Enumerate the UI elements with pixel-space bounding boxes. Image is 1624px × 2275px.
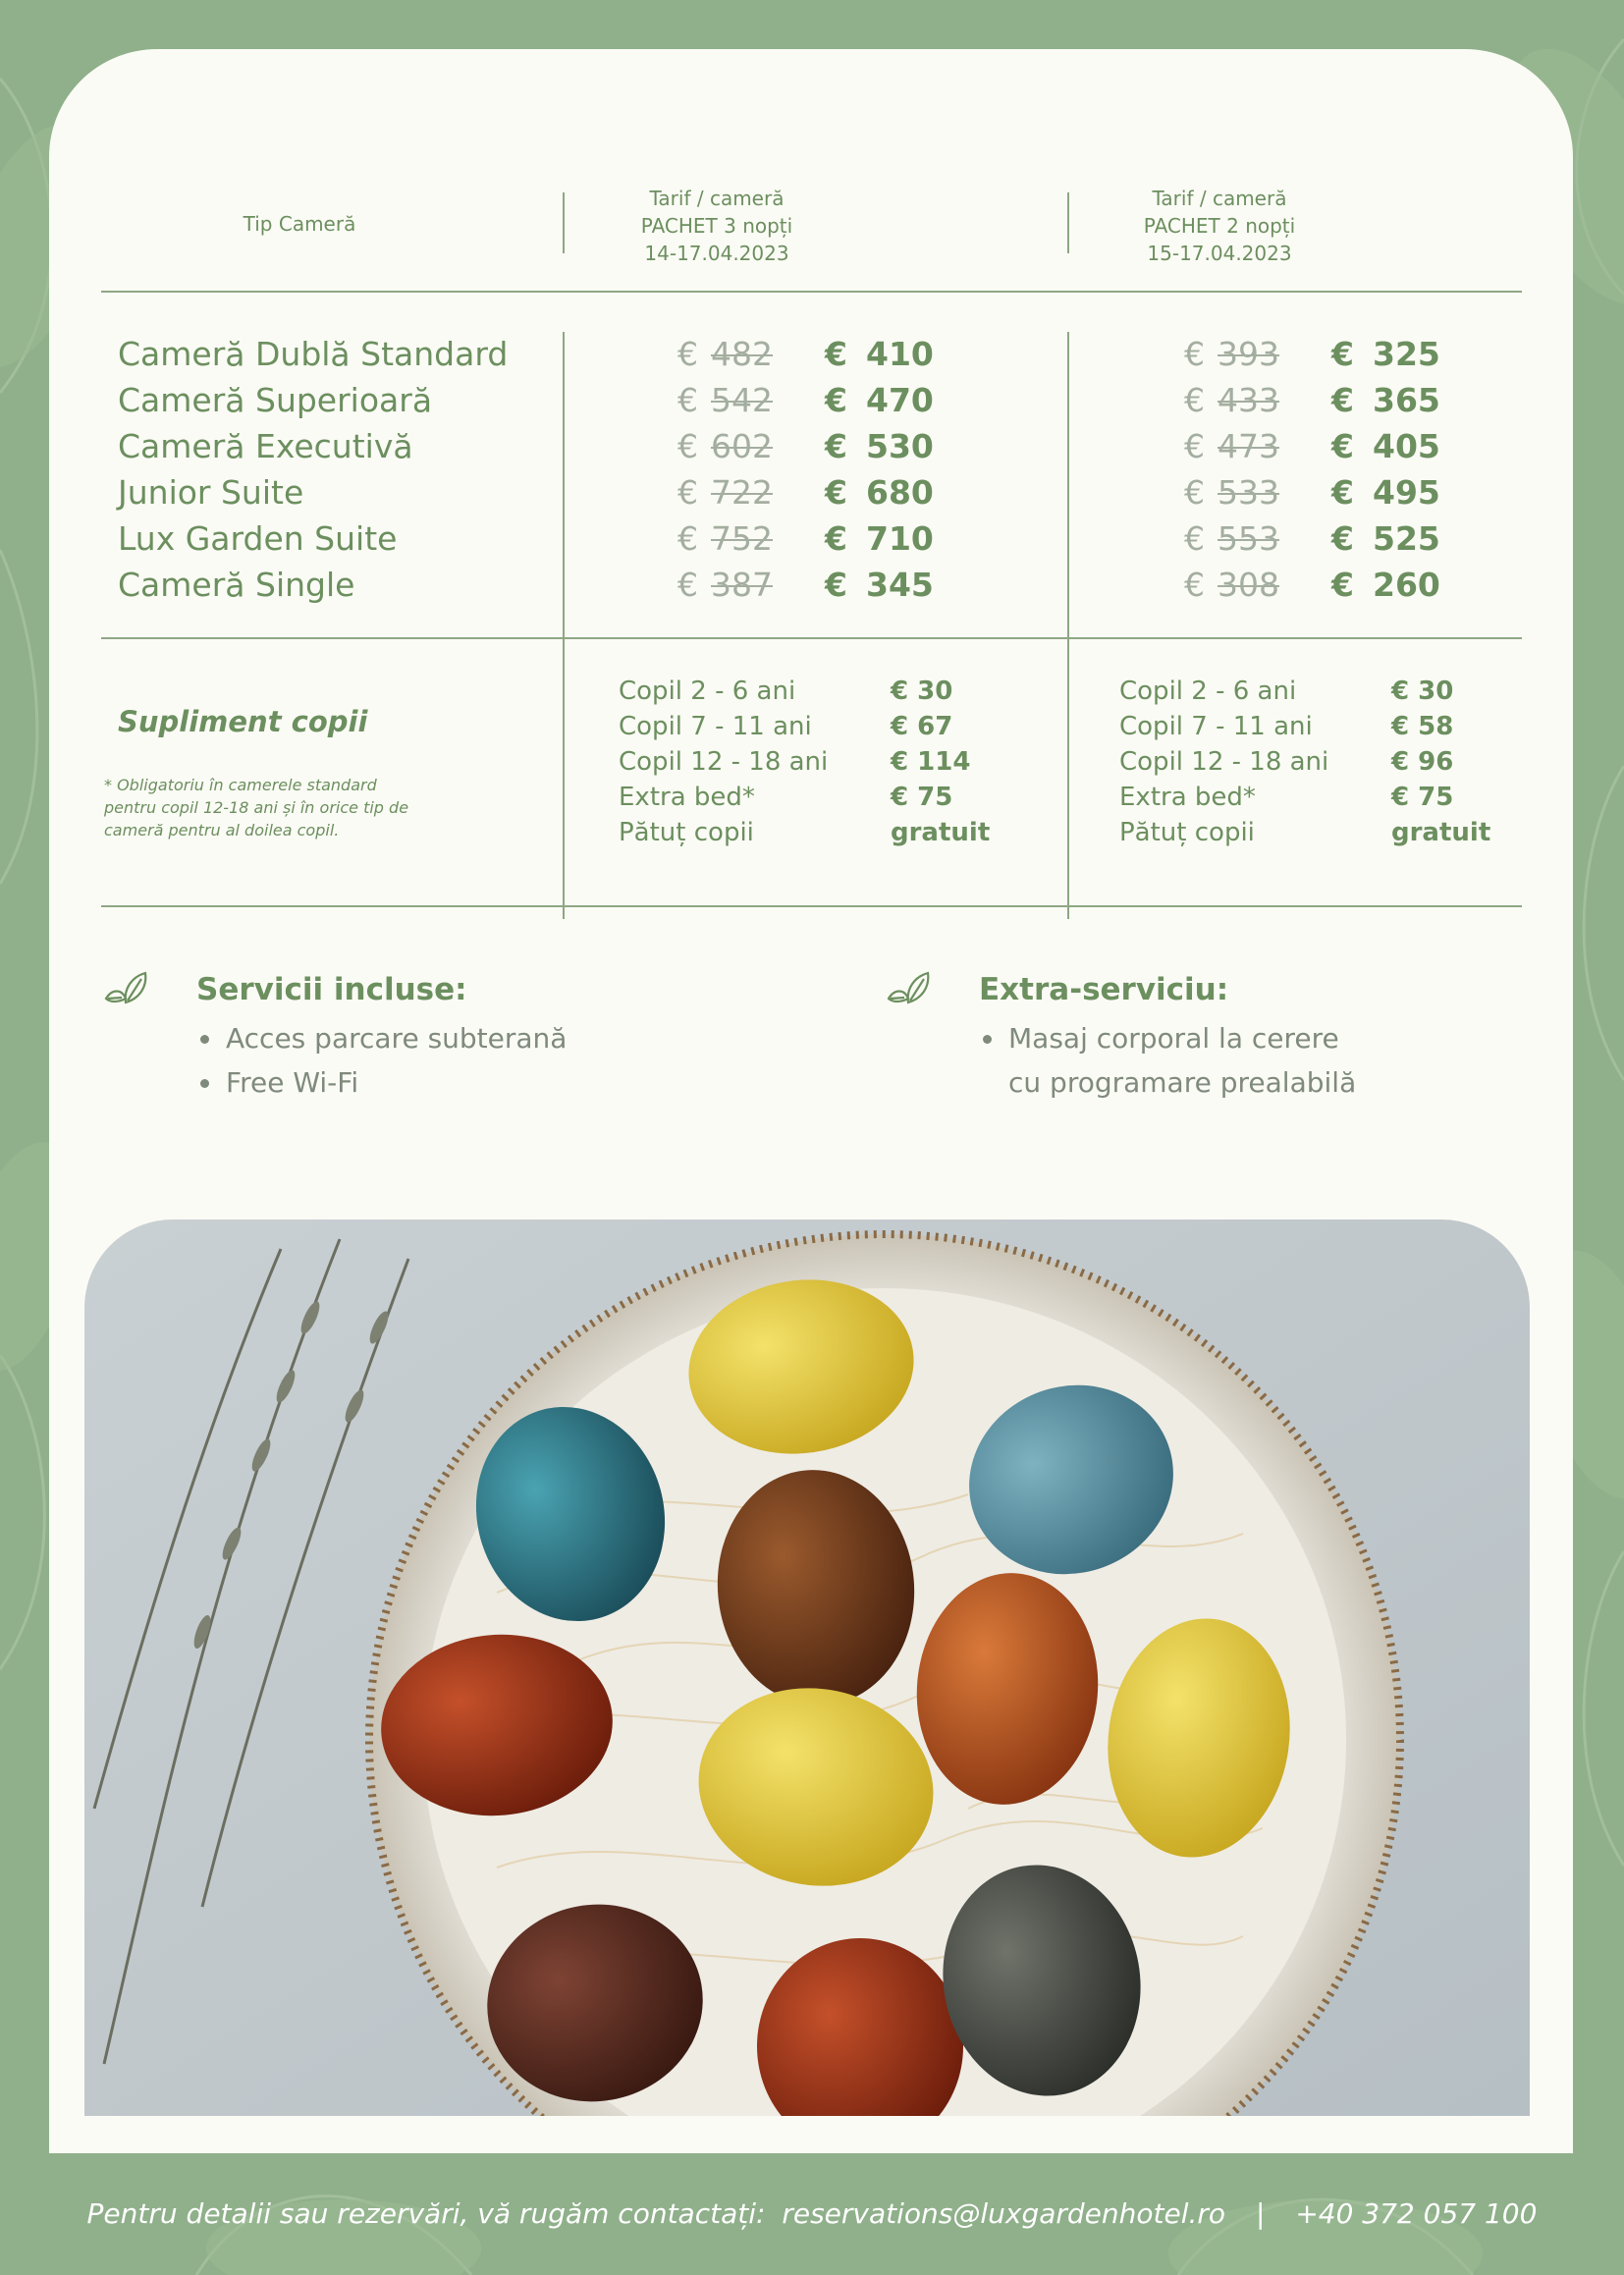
old-price-value: 393 — [1218, 335, 1279, 373]
currency-symbol: € — [1184, 566, 1205, 604]
leaf-icon — [885, 969, 932, 1008]
price-row — [1184, 515, 1479, 562]
room-name: Cameră Dublă Standard — [118, 335, 509, 373]
price-row — [1184, 331, 1479, 377]
package-2-header-line2: PACHET 2 nopți — [1143, 214, 1296, 238]
new-price — [1331, 423, 1440, 469]
package-3-header-dates: 14-17.04.2023 — [644, 242, 789, 265]
currency-symbol: € — [1331, 473, 1354, 512]
room-list — [118, 331, 508, 608]
new-price — [1331, 377, 1440, 423]
room-name: Cameră Single — [118, 566, 355, 604]
supplement-row — [1119, 674, 1512, 709]
old-price — [1184, 515, 1302, 562]
currency-symbol: € — [1331, 381, 1354, 419]
new-price-value: 325 — [1373, 335, 1440, 373]
currency-symbol: € — [677, 381, 698, 419]
supplement-row — [1119, 780, 1512, 815]
supplement-value: € 67 — [891, 712, 953, 741]
new-price-value: 470 — [866, 381, 934, 419]
currency-symbol: € — [1331, 335, 1354, 373]
new-price — [1331, 515, 1440, 562]
bullet — [200, 1035, 209, 1044]
new-price-value: 525 — [1373, 519, 1440, 558]
currency-symbol: € — [677, 519, 698, 558]
package-3-nights-header — [569, 185, 864, 267]
package-2-header-line1: Tarif / cameră — [1152, 187, 1287, 210]
currency-symbol: € — [677, 473, 698, 512]
supplement-row — [1119, 815, 1512, 850]
contact-phone[interactable]: +40 372 057 100 — [1295, 2197, 1538, 2230]
new-price — [825, 469, 934, 515]
supplement-value: € 58 — [1391, 712, 1454, 741]
bullet — [200, 1079, 209, 1088]
old-price-value: 752 — [711, 519, 773, 558]
supplement-row — [619, 780, 992, 815]
old-price-value: 433 — [1218, 381, 1279, 419]
package-3-child-supplements — [619, 674, 992, 850]
supplement-rule — [101, 905, 1522, 907]
supplement-label: Copil 12 - 18 ani — [619, 747, 829, 777]
new-price-value: 410 — [866, 335, 934, 373]
price-card — [49, 49, 1573, 2153]
old-price — [1184, 562, 1302, 608]
bullet — [983, 1035, 992, 1044]
room-type-header: Tip Cameră — [243, 212, 356, 236]
package-2-header-dates: 15-17.04.2023 — [1147, 242, 1292, 265]
currency-symbol: € — [825, 427, 847, 465]
room-name: Cameră Executivă — [118, 427, 413, 465]
new-price-value: 405 — [1373, 427, 1440, 465]
footer-separator: | — [1255, 2197, 1266, 2230]
old-price-value: 308 — [1218, 566, 1279, 604]
old-price — [677, 469, 795, 515]
contact-footer — [0, 2197, 1624, 2230]
old-price-value: 602 — [711, 427, 773, 465]
package-2-nights-header — [1072, 185, 1367, 267]
new-price — [825, 377, 934, 423]
currency-symbol: € — [1184, 381, 1205, 419]
rooms-rule — [101, 637, 1522, 639]
price-row — [677, 377, 972, 423]
list-item — [979, 1016, 1356, 1060]
new-price-value: 530 — [866, 427, 934, 465]
supplement-title: Supliment copii — [118, 705, 368, 738]
old-price — [1184, 469, 1302, 515]
list-item — [979, 1060, 1356, 1105]
old-price — [677, 562, 795, 608]
price-row — [677, 331, 972, 377]
supplement-label: Pătuț copii — [1119, 818, 1255, 847]
old-price-value: 722 — [711, 473, 773, 512]
new-price-value: 710 — [866, 519, 934, 558]
room-name: Junior Suite — [118, 473, 304, 512]
new-price — [1331, 469, 1440, 515]
currency-symbol: € — [1331, 519, 1354, 558]
supplement-label: Pătuț copii — [619, 818, 754, 847]
supplement-row — [619, 744, 992, 780]
supplement-note: * Obligatoriu în camerele standard pentru copil 12-18 ani și în orice tip de cameră pentru al doilea copil. — [104, 776, 409, 840]
service-text: Masaj corporal la cerere — [1008, 1022, 1339, 1055]
currency-symbol: € — [1331, 427, 1354, 465]
old-price-value: 482 — [711, 335, 773, 373]
supplement-value: € 30 — [891, 677, 953, 706]
old-price — [677, 423, 795, 469]
new-price — [825, 423, 934, 469]
new-price — [1331, 562, 1440, 608]
new-price-value: 495 — [1373, 473, 1440, 512]
new-price-value: 680 — [866, 473, 934, 512]
new-price — [825, 515, 934, 562]
supplement-label: Extra bed* — [619, 783, 755, 812]
new-price-value: 260 — [1373, 566, 1440, 604]
price-row — [1184, 562, 1479, 608]
old-price — [1184, 423, 1302, 469]
currency-symbol: € — [677, 335, 698, 373]
supplement-row — [619, 709, 992, 744]
supplement-value: € 75 — [1391, 783, 1454, 812]
supplement-row — [619, 815, 992, 850]
service-text: Free Wi-Fi — [226, 1066, 359, 1099]
price-row — [1184, 469, 1479, 515]
currency-symbol: € — [825, 381, 847, 419]
supplement-label: Copil 7 - 11 ani — [619, 712, 812, 741]
supplement-label: Extra bed* — [1119, 783, 1256, 812]
currency-symbol: € — [1184, 335, 1205, 373]
extra-services-title: Extra-serviciu: — [979, 972, 1229, 1007]
package-2-child-supplements — [1119, 674, 1512, 850]
package-3-header-line1: Tarif / cameră — [649, 187, 785, 210]
new-price-value: 345 — [866, 566, 934, 604]
price-row — [677, 515, 972, 562]
footer-text: Pentru detalii sau rezervări, vă rugăm contactați: — [86, 2197, 766, 2230]
easter-eggs-photo — [84, 1219, 1530, 2116]
old-price — [677, 515, 795, 562]
currency-symbol: € — [1331, 566, 1354, 604]
list-item — [196, 1016, 567, 1060]
old-price-value: 553 — [1218, 519, 1279, 558]
price-row — [677, 469, 972, 515]
old-price — [1184, 377, 1302, 423]
included-services-title: Servicii incluse: — [196, 972, 467, 1007]
column-divider — [563, 332, 565, 919]
room-name: Lux Garden Suite — [118, 519, 398, 558]
service-text: Acces parcare subterană — [226, 1022, 568, 1055]
contact-email[interactable]: reservations@luxgardenhotel.ro — [782, 2197, 1226, 2230]
header-rule — [101, 291, 1522, 293]
new-price — [825, 331, 934, 377]
currency-symbol: € — [677, 566, 698, 604]
room-name: Cameră Superioară — [118, 381, 433, 419]
old-price — [677, 331, 795, 377]
supplement-row — [619, 674, 992, 709]
service-text: cu programare prealabilă — [1008, 1066, 1357, 1099]
extra-services-list — [979, 1016, 1356, 1105]
currency-symbol: € — [677, 427, 698, 465]
old-price-value: 473 — [1218, 427, 1279, 465]
old-price — [677, 377, 795, 423]
supplement-value: gratuit — [891, 818, 991, 847]
currency-symbol: € — [825, 335, 847, 373]
included-services-list — [196, 1016, 567, 1105]
header-divider — [563, 192, 565, 253]
price-row — [677, 423, 972, 469]
currency-symbol: € — [825, 519, 847, 558]
new-price — [1331, 331, 1440, 377]
supplement-value: € 114 — [891, 747, 971, 777]
list-item — [196, 1060, 567, 1105]
old-price-value: 533 — [1218, 473, 1279, 512]
new-price — [825, 562, 934, 608]
supplement-label: Copil 7 - 11 ani — [1119, 712, 1313, 741]
supplement-value: € 96 — [1391, 747, 1454, 777]
currency-symbol: € — [1184, 427, 1205, 465]
supplement-value: € 75 — [891, 783, 953, 812]
supplement-row — [1119, 709, 1512, 744]
supplement-label: Copil 2 - 6 ani — [619, 677, 796, 706]
supplement-label: Copil 2 - 6 ani — [1119, 677, 1297, 706]
package-3-header-line2: PACHET 3 nopți — [640, 214, 793, 238]
header-divider — [1067, 192, 1069, 253]
old-price-value: 387 — [711, 566, 773, 604]
old-price — [1184, 331, 1302, 377]
currency-symbol: € — [825, 473, 847, 512]
price-row — [677, 562, 972, 608]
supplement-value: € 30 — [1391, 677, 1454, 706]
supplement-label: Copil 12 - 18 ani — [1119, 747, 1329, 777]
supplement-value: gratuit — [1391, 818, 1491, 847]
currency-symbol: € — [1184, 473, 1205, 512]
currency-symbol: € — [825, 566, 847, 604]
new-price-value: 365 — [1373, 381, 1440, 419]
price-row — [1184, 377, 1479, 423]
supplement-row — [1119, 744, 1512, 780]
old-price-value: 542 — [711, 381, 773, 419]
price-row — [1184, 423, 1479, 469]
currency-symbol: € — [1184, 519, 1205, 558]
column-divider — [1067, 332, 1069, 919]
leaf-icon — [102, 969, 149, 1008]
